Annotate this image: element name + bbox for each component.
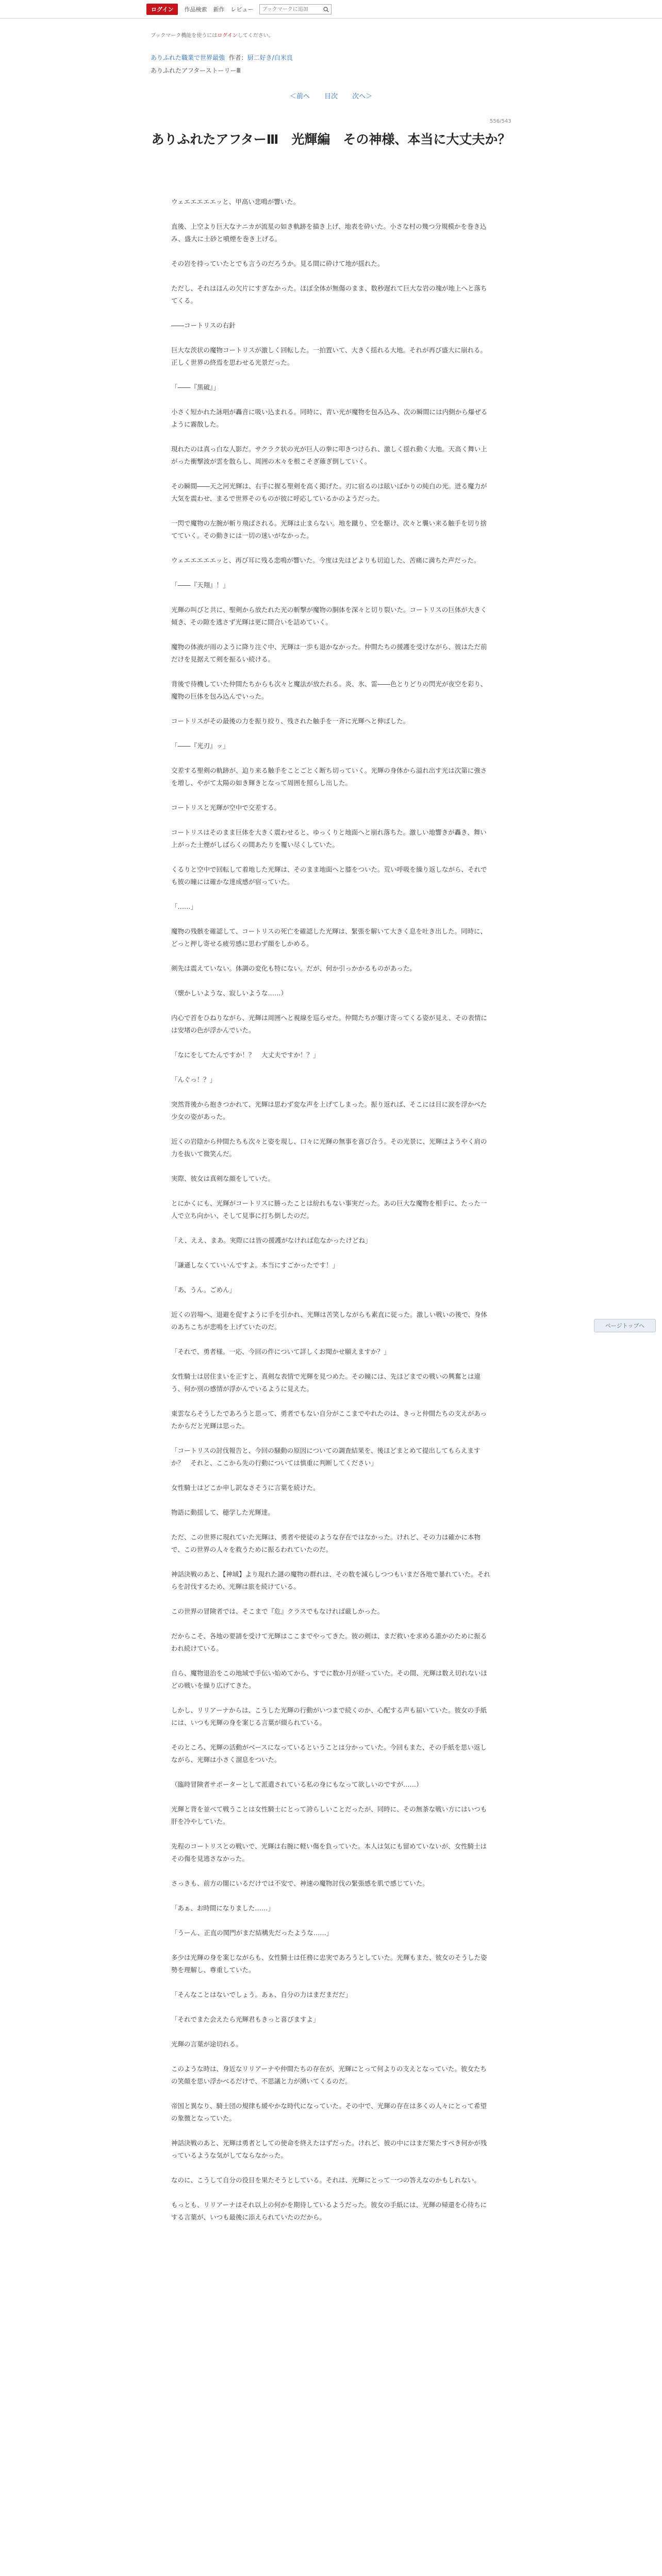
body-paragraph: 神話決戦のあと、光輝は勇者としての使命を終えたはずだった。けれど、彼の中にはまだ果たすべき何かが残っているような気がしてならなかった。 xyxy=(171,2139,487,2159)
body-paragraph: コートリスと光輝が空中で交差する。 xyxy=(171,804,281,811)
body-paragraph: 「――『黒破』」 xyxy=(171,383,220,391)
body-paragraph: さっきも、前方の闇にいるだけでは不安で、神速の魔物討伐の緊張感を肌で感じていた。 xyxy=(171,1879,429,1887)
body-paragraph: 物語に動揺して、穂学した光輝達。 xyxy=(171,1509,274,1516)
body-paragraph: （臨時冒険者サポーターとして派遣されている私の身にもなって欲しいのですが……） xyxy=(171,1781,423,1788)
body-paragraph: 「謙遜しなくていいんですよ。本当にすごかったです！」 xyxy=(171,1261,339,1269)
body-paragraph: 近くの岩場へ、退避を促すように手を引かれ、光輝は苦笑しながらも素直に従った。激しい戦いの後で、身体のあちこちが悲鳴を上げていたのだ。 xyxy=(171,1311,488,1331)
body-paragraph: 「――『光刃』ッ」 xyxy=(171,742,229,750)
body-paragraph: 背後で待機していた仲間たちからも次々と魔法が放たれる。炎、氷、雷――色とりどりの閃光が夜空を彩り、魔物の巨体を包み込んでいった。 xyxy=(171,680,487,700)
body-paragraph: このような時は、身近なリリアーナや仲間たちの存在が、光輝にとって何よりの支えとなっていた。彼女たちの笑顔を思い浮かべるだけで、不思議と力が湧いてくるのだ。 xyxy=(171,2065,487,2085)
body-paragraph: コートリスがその最後の力を振り絞り、残された触手を一斉に光輝へと伸ばした。 xyxy=(171,717,410,725)
global-navigation-bar xyxy=(0,0,662,19)
body-paragraph: 小さく短かれた詠唱が轟音に吸い込まれる。同時に、青い光が魔物を包み込み、次の瞬間には内側から爆ぜるように霧散した。 xyxy=(171,408,488,428)
chapter-pager xyxy=(0,91,662,100)
body-paragraph: だからこそ、各地の要請を受けて光輝はここまでやってきた。彼の剣は、まだ救いを求める誰かのために振るわれ続けている。 xyxy=(171,1632,487,1652)
novel-title-line xyxy=(151,53,511,62)
nav-link-review[interactable]: レビュー xyxy=(230,6,254,13)
body-paragraph: 近くの岩陰から仲間たちも次々と姿を現し、口々に光輝の無事を喜び合う。その光景に、光輝はようやく肩の力を抜いて微笑んだ。 xyxy=(171,1138,487,1158)
body-paragraph: 光輝の言葉が途切れる。 xyxy=(171,2040,242,2048)
notice-suffix: してください。 xyxy=(237,33,274,39)
body-paragraph: ただ、この世界に現れていた光輝は、勇者や使徒のような存在ではなかった。けれど、その力は確かに本物で、この世界の人々を救うために振るわれていたのだ。 xyxy=(171,1533,481,1553)
body-paragraph: 内心で首をひねりながら、光輝は周囲へと視線を巡らせた。仲間たちが駆け寄ってくる姿が見え、その表情には安堵の色が浮かんでいた。 xyxy=(171,1014,487,1034)
body-paragraph: 「なにをしてたんですか！？ 大丈夫ですか！？」 xyxy=(171,1051,320,1059)
body-paragraph: 実際、彼女は真剣な顔をしていた。 xyxy=(171,1175,275,1182)
episode-title: ありふれたアフターストーリーⅢ xyxy=(151,67,241,74)
body-paragraph: 「それでまた会えたら光輝君もきっと喜びますよ」 xyxy=(171,2015,320,2023)
login-notice xyxy=(151,31,511,39)
search-icon[interactable] xyxy=(321,5,331,14)
body-paragraph: なのに、こうして自分の役目を果たそうとしている。それは、光輝にとって一つの答えなのかもしれない。 xyxy=(171,2176,481,2184)
body-paragraph: 一閃で魔物の左腕が斬り飛ばされる。光輝は止まらない。地を蹴り、空を駆け、次々と襲い来る触手を切り捨てていく。その動きには一切の迷いがなかった。 xyxy=(171,519,487,539)
search-input[interactable] xyxy=(260,7,321,12)
body-paragraph: 直後、上空より巨大なナニカが流星の如き軌跡を描き上げ、地表を砕いた。小さな村の幾つ分規模かを巻き込み、盛大に土砂と噴煙を巻き上げる。 xyxy=(171,223,487,243)
body-paragraph: とにかくにも、光輝がコートリスに勝ったことは紛れもない事実だった。あの巨大な魔物を相手に、たった一人で立ち向かい、そして見事に打ち倒したのだ。 xyxy=(171,1199,487,1219)
body-paragraph: 「……」 xyxy=(171,903,197,910)
body-paragraph: 「それで、勇者様。一応、今回の件について詳しくお聞かせ願えますか？」 xyxy=(171,1348,390,1355)
body-paragraph: 「コートリスの討伐報告と、今回の騒動の原因についての調査結果を、後ほどまとめて提出してもらえますか？ それと、ここから先の行動については慎重に判断してください」 xyxy=(171,1447,481,1467)
body-paragraph: 「うーん、正直の関門がまだ結構先だったような……」 xyxy=(171,1929,333,1937)
chapter-number: 556/543 xyxy=(490,118,511,124)
body-paragraph: しかし、リリアーナからは、こうした光輝の行動がいつまで続くのか、心配する声も届いていた。彼女の手紙には、いつも光輝の身を案じる言葉が綴られている。 xyxy=(171,1706,487,1726)
next-chapter-link[interactable]: 次へ＞ xyxy=(352,93,373,100)
prev-chapter-link[interactable]: ＜前へ xyxy=(289,93,310,100)
body-paragraph: その瞬間――天之河光輝は、右手に握る聖剣を高く掲げた。刃に宿るのは眩いばかりの純白の光。迸る魔力が大気を震わせ、まるで世界そのものが彼に呼応しているかのようだった。 xyxy=(171,482,487,502)
body-paragraph: くるりと空中で回転して着地した光輝は、そのまま地面へと膝をついた。荒い呼吸を繰り返しながら、それでも彼の瞳には確かな達成感が宿っていた。 xyxy=(171,866,487,886)
novel-header xyxy=(151,31,511,75)
author-link[interactable]: 厨二好き/白米良 xyxy=(247,54,293,61)
body-paragraph: 先程のコートリスとの戦いで、光輝は右腕に軽い傷を負っていた。本人は気にも留めていないが、女性騎士はその傷を見逃さなかった。 xyxy=(171,1842,487,1862)
body-paragraph: （懐かしいような、寂しいような……） xyxy=(171,989,288,997)
body-paragraph: 女性騎士は居住まいを正すと、真剣な表情で光輝を見つめた。その瞳には、先ほどまでの戦いの興奮とは違う、何か別の感情が浮かんでいるように見えた。 xyxy=(171,1372,481,1393)
body-paragraph: 神話決戦のあと、【神域】より現れた謎の魔物の群れは、その数を減らしつつもいまだ各地で暴れていた。それらを討伐するため、光輝は旅を続けている。 xyxy=(171,1570,490,1590)
body-paragraph: 「んぐっ！？」 xyxy=(171,1076,217,1083)
body-paragraph: 帝国と異なり、騎士団の規律も緩やかな時代になっていた。その中で、光輝の存在は多くの人々にとって希望の象徴となっていた。 xyxy=(171,2102,487,2122)
body-paragraph: 自ら、魔物退治をこの地域で手伝い始めてから、すでに数か月が経っていた。その間、光輝は数え切れないほどの戦いを繰り広げてきた。 xyxy=(171,1669,487,1689)
body-paragraph: ウェエエエエエッと、甲高い悲鳴が響いた。 xyxy=(171,198,300,206)
page-top-button[interactable]: ページトップへ xyxy=(594,1319,656,1332)
novel-title-link[interactable]: ありふれた職業で世界最強 xyxy=(151,54,225,61)
author-prefix: 作者： xyxy=(228,54,247,61)
body-paragraph: 「あぁ、お時間になりました……」 xyxy=(171,1904,274,1912)
body-paragraph: そのところ、光輝の活動がベースになっているということは分かっていた。今回もまた、その手紙を思い返しながら、光輝は小さく溜息をついた。 xyxy=(171,1743,487,1764)
body-paragraph: 魔物の残骸を確認して、コートリスの死亡を確認した光輝は、緊張を解いて大きく息を吐き出した。同時に、どっと押し寄せる疲労感に思わず顔をしかめる。 xyxy=(171,927,487,947)
body-paragraph: 女性騎士はどこか申し訳なさそうに言葉を続けた。 xyxy=(171,1484,320,1492)
nav-link-new[interactable]: 新作 xyxy=(213,6,225,13)
body-paragraph: 「あ、うん。ごめん」 xyxy=(171,1286,236,1294)
body-paragraph: 巨大な茨状の魔物コートリスが激しく回転した。一拍置いて、大きく揺れる大地。それが再び盛大に崩れる。正しく世界の終焉を思わせる光景だった。 xyxy=(171,346,487,366)
login-button[interactable]: ログイン xyxy=(146,4,178,15)
body-paragraph: 「そんなことはないでしょう。あぁ、自分の力はまだまだだ」 xyxy=(171,1991,352,1998)
body-paragraph: もっとも、リリアーナはそれ以上の何かを期待しているようだった。彼女の手紙には、光輝の帰還を心待ちにする言葉が、いつも最後に添えられていたのだから。 xyxy=(171,2201,487,2221)
search-box xyxy=(259,4,332,14)
chapter-title: ありふれたアフターⅢ 光輝編 その神様、本当に大丈夫か？ xyxy=(151,132,511,147)
body-paragraph: 剣先は震えていない。体調の変化も特にない。だが、何か引っかかるものがあった。 xyxy=(171,964,416,972)
body-paragraph: ただし、それはほんの欠片にすぎなかった。ほぼ全体が無傷のまま、数秒遅れて巨大な岩の塊が地上へと落ちてくる。 xyxy=(171,284,487,304)
body-paragraph: 「――『天翔』！」 xyxy=(171,581,229,589)
body-paragraph: 現れたのは真っ白な人影だ。サクラク状の光が巨人の拳に叩きつけられ、激しく揺れ動く大地。天高く舞い上がった衝撃波が雲を散らし、周囲の木々を根こそぎ薙ぎ倒していく。 xyxy=(171,445,487,465)
body-paragraph: 突然背後から抱きつかれて、光輝は思わず変な声を上げてしまった。振り返れば、そこには目に涙を浮かべた少女の姿があった。 xyxy=(171,1100,487,1121)
body-paragraph: この世界の冒険者では、そこまで『危』クラスでもなければ厳しかった。 xyxy=(171,1607,384,1615)
body-paragraph: ウェエエエエエッと、再び耳に残る悲鳴が響いた。今度は先ほどよりも切迫した、苦痛に満ちた声だった。 xyxy=(171,556,481,564)
body-paragraph: 光輝と背を並べて戦うことは女性騎士にとって誇らしいことだったが、同時に、その無茶な戦い方にはいつも肝を冷やしていた。 xyxy=(171,1805,487,1825)
body-paragraph: コートリスはそのまま巨体を大きく震わせると、ゆっくりと地面へと崩れ落ちた。激しい地響きが轟き、舞い上がった土煙がしばらくの間あたりを覆い尽くしていた。 xyxy=(171,828,487,849)
body-paragraph: その岩を持っていたとでも言うのだろうか。見る間に砕けて地が揺れた。 xyxy=(171,260,384,267)
body-paragraph: ――コートリスの右針 xyxy=(171,321,236,329)
notice-login-link[interactable]: ログイン xyxy=(217,33,238,39)
body-paragraph: 光輝の叫びと共に、聖剣から放たれた光の斬撃が魔物の胴体を深々と切り裂いた。コートリスの巨体が大きく傾き、その隙を逃さず光輝は更に間合いを詰めていく。 xyxy=(171,606,487,626)
body-paragraph: 東雲ならそうしたであろうと思って、勇者でもない自分がここまでやれたのは、きっと仲間たちの支えがあったからだと光輝は思った。 xyxy=(171,1410,487,1430)
body-paragraph: 多少は光輝の身を案じながらも、女性騎士は任務に忠実であろうとしていた。光輝もまた、彼女のそうした姿勢を理解し、尊重していた。 xyxy=(171,1954,487,1974)
body-paragraph: 魔物の体液が雨のように降り注ぐ中、光輝は一歩も退かなかった。仲間たちの援護を受けながら、彼はただ前だけを見据えて剣を振るい続ける。 xyxy=(171,643,487,663)
chapter-body xyxy=(171,196,491,2236)
nav-link-search[interactable]: 作品検索 xyxy=(184,6,207,13)
body-paragraph: 交差する聖剣の軌跡が、迫り来る触手をことごとく断ち切っていく。光輝の身体から溢れ出す光は次第に強さを増し、やがて太陽の如き輝きとなって周囲を照らし出した。 xyxy=(171,767,487,787)
body-paragraph: 「え、ええ、まあ。実際には皆の援護がなければ危なかったけどね」 xyxy=(171,1236,372,1244)
notice-text: ブックマーク機能を使うには xyxy=(151,33,218,39)
table-of-contents-link[interactable]: 目次 xyxy=(324,93,338,100)
